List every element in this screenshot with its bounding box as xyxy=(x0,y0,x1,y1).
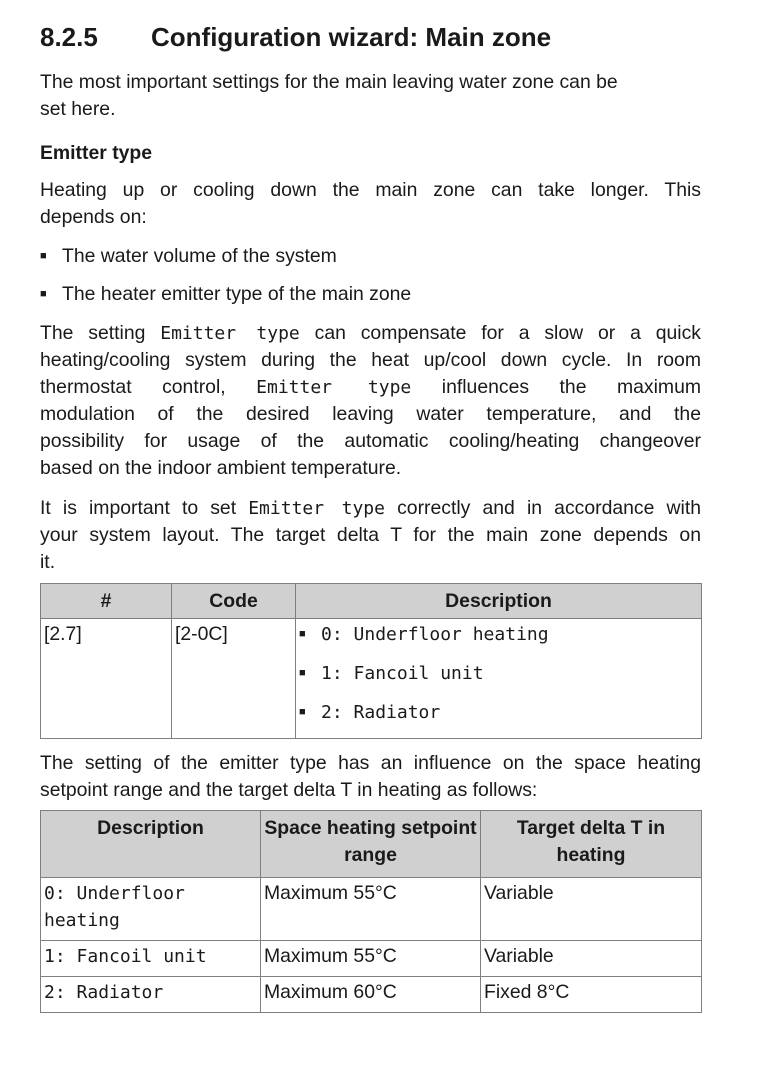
setting-code: [2-0C] xyxy=(172,619,296,739)
setting-options xyxy=(296,619,702,739)
inline-code: Emitter type xyxy=(160,323,300,344)
column-header-target-delta: Target delta T in heating xyxy=(481,811,702,878)
description-prefix: 1: xyxy=(44,946,77,967)
emitter-setting-table xyxy=(40,583,702,739)
description-prefix: 2: xyxy=(44,982,77,1003)
paragraph-line xyxy=(40,374,701,401)
description-text: Underfloor xyxy=(76,883,185,904)
bullet-icon: ■ xyxy=(40,250,47,262)
influence-paragraph xyxy=(40,750,701,804)
bullet-icon: ■ xyxy=(299,706,306,718)
bullet-text: The heater emitter type of the main zone xyxy=(62,283,412,305)
bullet-item xyxy=(40,281,411,308)
emitter-description xyxy=(41,878,261,941)
column-header-code: Code xyxy=(172,584,296,619)
description-text: Radiator xyxy=(76,982,164,1003)
table-header-row xyxy=(41,811,702,878)
column-header-setpoint-range: Space heating setpoint range xyxy=(261,811,481,878)
paragraph-line: The setting of the emitter type has an influence on the space heating xyxy=(40,752,701,774)
text-run: influences the maximum xyxy=(411,376,702,398)
intro-line: The most important settings for the main leaving water zone can be xyxy=(40,71,618,93)
paragraph-line: setpoint range and the target delta T in heating as follows: xyxy=(40,779,538,801)
paragraph-line: modulation of the desired leaving water temperature, and the xyxy=(40,403,701,425)
option-text: Radiator xyxy=(353,702,441,723)
paragraph-line xyxy=(40,320,701,347)
setpoint-range: Maximum 55°C xyxy=(261,941,481,977)
bullet-item xyxy=(40,243,337,270)
emitter-paragraph-2 xyxy=(40,320,701,482)
text-run: correctly and in accordance with xyxy=(385,497,701,519)
option-prefix: 2: xyxy=(321,702,354,723)
target-delta: Variable xyxy=(481,941,702,977)
emitter-paragraph-1 xyxy=(40,177,701,231)
table-row xyxy=(41,977,702,1013)
column-header-number: # xyxy=(41,584,172,619)
text-run: thermostat control, xyxy=(40,376,257,398)
bullet-icon: ■ xyxy=(40,288,47,300)
description-text: Fancoil unit xyxy=(76,946,207,967)
text-run: can compensate for a slow or a quick xyxy=(299,322,701,344)
intro-paragraph xyxy=(40,69,701,123)
section-heading xyxy=(40,20,551,54)
setting-number: [2.7] xyxy=(41,619,172,739)
emitter-description xyxy=(41,977,261,1013)
option-text: Underfloor heating xyxy=(353,624,549,645)
bullet-text: The water volume of the system xyxy=(62,245,337,267)
section-title: Configuration wizard: Main zone xyxy=(151,22,552,52)
table-row xyxy=(41,619,702,739)
option-text: Fancoil unit xyxy=(353,663,484,684)
description-text: heating xyxy=(44,910,120,931)
text-run: It is important to set xyxy=(40,497,249,519)
description-prefix: 0: xyxy=(44,883,77,904)
option-prefix: 1: xyxy=(321,663,354,684)
emitter-type-heading: Emitter type xyxy=(40,142,153,164)
bullet-icon: ■ xyxy=(299,628,306,640)
option-item xyxy=(299,660,698,699)
column-header-description: Description xyxy=(296,584,702,619)
emitter-description xyxy=(41,941,261,977)
paragraph-line: it. xyxy=(40,551,56,573)
bullet-icon: ■ xyxy=(299,667,306,679)
paragraph-line: heating/cooling system during the heat up/cool down cycle. In room xyxy=(40,349,701,371)
inline-code: Emitter type xyxy=(256,377,412,398)
emitter-paragraph-3 xyxy=(40,495,701,576)
intro-line: set here. xyxy=(40,98,116,120)
paragraph-line: Heating up or cooling down the main zone can take longer. This xyxy=(40,179,701,201)
section-number: 8.2.5 xyxy=(40,22,98,52)
option-item xyxy=(299,699,698,738)
setpoint-range: Maximum 55°C xyxy=(261,878,481,941)
setpoint-range: Maximum 60°C xyxy=(261,977,481,1013)
option-prefix: 0: xyxy=(321,624,354,645)
target-delta: Fixed 8°C xyxy=(481,977,702,1013)
option-item xyxy=(299,621,698,660)
column-header-description: Description xyxy=(41,811,261,878)
paragraph-line: possibility for usage of the automatic cooling/heating changeover xyxy=(40,430,701,452)
table-header-row xyxy=(41,584,702,619)
text-run: The setting xyxy=(40,322,161,344)
paragraph-line: based on the indoor ambient temperature. xyxy=(40,457,402,479)
inline-code: Emitter type xyxy=(248,498,385,519)
table-row xyxy=(41,878,702,941)
target-delta: Variable xyxy=(481,878,702,941)
paragraph-line: your system layout. The target delta T for the main zone depends on xyxy=(40,524,701,546)
table-row xyxy=(41,941,702,977)
paragraph-line: depends on: xyxy=(40,206,147,228)
emitter-influence-table xyxy=(40,810,702,1013)
paragraph-line xyxy=(40,495,701,522)
